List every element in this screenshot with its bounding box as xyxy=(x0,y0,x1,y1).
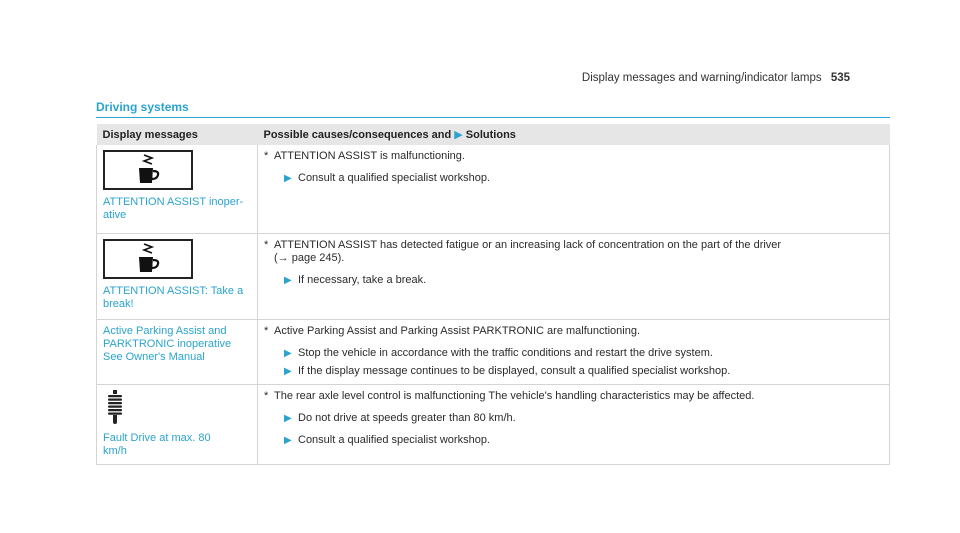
running-title: Display messages and warning/indicator lamps xyxy=(581,72,822,84)
display-message-text xyxy=(103,432,251,458)
solution-item xyxy=(284,434,883,447)
page-reference-link[interactable]: (→ page 245). xyxy=(274,251,345,264)
display-message-text xyxy=(103,325,251,364)
solution-arrow-icon: ▶ xyxy=(284,347,292,359)
cause-text: The rear axle level control is malfunctioning The vehicle's handling characteristics may be affected. xyxy=(274,389,755,402)
solution-item xyxy=(284,347,883,360)
message-label: Active Parking Assist and PARKTRONIC inoperative See Owner's Manual xyxy=(103,324,232,363)
solution-text: Consult a qualified specialist workshop. xyxy=(298,172,490,184)
display-message-cell xyxy=(97,384,258,464)
solution-arrow-icon: ▶ xyxy=(284,173,292,184)
message-label: ATTENTION ASSIST: Take a break! xyxy=(103,284,244,310)
running-header xyxy=(582,72,850,84)
section-title: Driving systems xyxy=(96,100,189,114)
column-header-causes-solutions xyxy=(258,124,890,145)
solution-arrow-icon: ▶ xyxy=(284,274,292,286)
causes-solutions-cell xyxy=(258,145,890,233)
table-row xyxy=(97,233,890,319)
cause-item xyxy=(264,150,883,163)
cause-item xyxy=(264,239,883,265)
cause-text xyxy=(274,239,781,265)
table-row xyxy=(97,145,890,233)
solution-arrow-icon: ▶ xyxy=(284,412,292,424)
cause-bullet: * xyxy=(264,238,269,251)
table-header-row xyxy=(97,124,890,145)
cause-item xyxy=(264,325,883,338)
column-header-causes-prefix: Possible causes/consequences and xyxy=(263,129,452,141)
cause-item xyxy=(264,390,883,403)
solution-text: Stop the vehicle in accordance with the traffic conditions and restart the drive system. xyxy=(298,346,713,359)
cause-text: Active Parking Assist and Parking Assist PARKTRONIC are malfunctioning. xyxy=(274,324,640,337)
causes-solutions-cell xyxy=(258,319,890,384)
section-divider xyxy=(96,117,890,118)
cause-text: ATTENTION ASSIST is malfunctioning. xyxy=(274,150,465,162)
causes-solutions-cell xyxy=(258,384,890,464)
cause-bullet: * xyxy=(264,389,269,402)
causes-solutions-cell xyxy=(258,233,890,319)
column-header-solutions: Solutions xyxy=(465,129,516,141)
coffee-cup-icon xyxy=(103,239,193,279)
cause-sentence: ATTENTION ASSIST has detected fatigue or an increasing lack of concentration on the part of the driver xyxy=(274,238,782,251)
display-messages-table xyxy=(96,124,890,465)
page-number: 535 xyxy=(830,72,850,84)
display-message-text xyxy=(103,285,251,311)
solution-item xyxy=(284,172,883,185)
message-label: ATTENTION ASSIST inoper- ative xyxy=(103,196,244,221)
display-message-cell xyxy=(97,145,258,233)
coffee-cup-icon xyxy=(103,150,193,190)
solution-arrow-icon: ▶ xyxy=(454,129,463,141)
solution-arrow-icon: ▶ xyxy=(284,365,292,377)
column-header-display-messages: Display messages xyxy=(97,124,258,145)
solution-text: If necessary, take a break. xyxy=(298,273,427,286)
table-row xyxy=(97,319,890,384)
solution-text: Consult a qualified specialist workshop. xyxy=(298,433,490,446)
cause-bullet: * xyxy=(264,150,269,162)
solution-item xyxy=(284,365,883,378)
display-message-text xyxy=(103,196,251,222)
rear-axle-level-icon xyxy=(105,390,125,424)
cause-bullet: * xyxy=(264,324,269,337)
display-message-cell xyxy=(97,319,258,384)
solution-text: If the display message continues to be displayed, consult a qualified specialist workshop. xyxy=(298,364,731,377)
display-message-cell xyxy=(97,233,258,319)
message-label: Fault Drive at max. 80 km/h xyxy=(103,431,211,457)
solution-arrow-icon: ▶ xyxy=(284,434,292,446)
solution-text: Do not drive at speeds greater than 80 km/h. xyxy=(298,411,516,424)
solution-item xyxy=(284,412,883,425)
table-row xyxy=(97,384,890,464)
solution-item xyxy=(284,274,883,287)
